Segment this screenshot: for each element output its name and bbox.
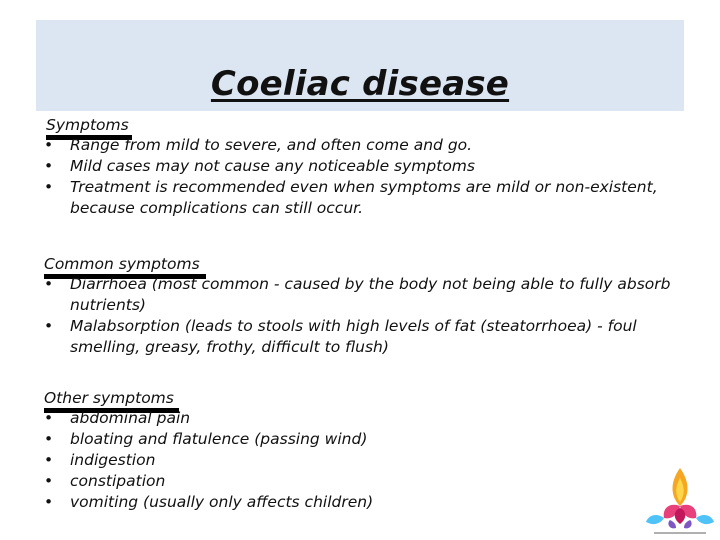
bullet-icon: • (44, 451, 54, 469)
list-item-text: constipation (70, 472, 166, 490)
bullet-icon: • (44, 275, 54, 293)
bullet-list (44, 135, 704, 219)
bullet-list (44, 274, 704, 358)
section-heading (44, 388, 174, 408)
flame-lotus-logo-icon (640, 462, 720, 540)
list-item (44, 177, 704, 219)
list-item (44, 450, 704, 471)
list-item-text: Treatment is recommended even when symptoms are mild or non-existent, because complications can still occur. (70, 178, 658, 217)
list-item-text: indigestion (70, 451, 156, 469)
list-item (44, 492, 704, 513)
bullet-icon: • (44, 178, 54, 196)
list-item-text: Mild cases may not cause any noticeable symptoms (70, 157, 475, 175)
list-item (44, 471, 704, 492)
bullet-icon: • (44, 430, 54, 448)
bullet-icon: • (44, 317, 54, 335)
bullet-icon: • (44, 409, 54, 427)
symptoms-section (44, 115, 704, 219)
list-item-text: Diarrhoea (most common - caused by the body not being able to fully absorb nutrients) (70, 275, 671, 314)
section-heading-text: Common symptoms (44, 255, 200, 273)
bullet-icon: • (44, 157, 54, 175)
section-heading (46, 115, 129, 135)
list-item (44, 429, 704, 450)
section-heading-text: Other symptoms (44, 389, 174, 407)
list-item (44, 135, 704, 156)
title-band (36, 20, 684, 111)
list-item-text: Malabsorption (leads to stools with high levels of fat (steatorrhoea) - foul smelling, greasy, frothy, difficult to flush) (70, 317, 637, 356)
list-item-text: Range from mild to severe, and often come and go. (70, 136, 473, 154)
bullet-icon: • (44, 493, 54, 511)
bullet-icon: • (44, 136, 54, 154)
common-symptoms-section (44, 254, 704, 358)
list-item (44, 316, 704, 358)
list-item (44, 156, 704, 177)
list-item (44, 408, 704, 429)
list-item (44, 274, 704, 316)
list-item-text: vomiting (usually only affects children) (70, 493, 374, 511)
other-symptoms-section (44, 388, 704, 513)
list-item-text: bloating and flatulence (passing wind) (70, 430, 368, 448)
section-heading-text: Symptoms (46, 116, 129, 134)
slide-title: Coeliac disease (210, 64, 510, 104)
bullet-list (44, 408, 704, 513)
bullet-icon: • (44, 472, 54, 490)
list-item-text: abdominal pain (70, 409, 191, 427)
section-heading (44, 254, 200, 274)
